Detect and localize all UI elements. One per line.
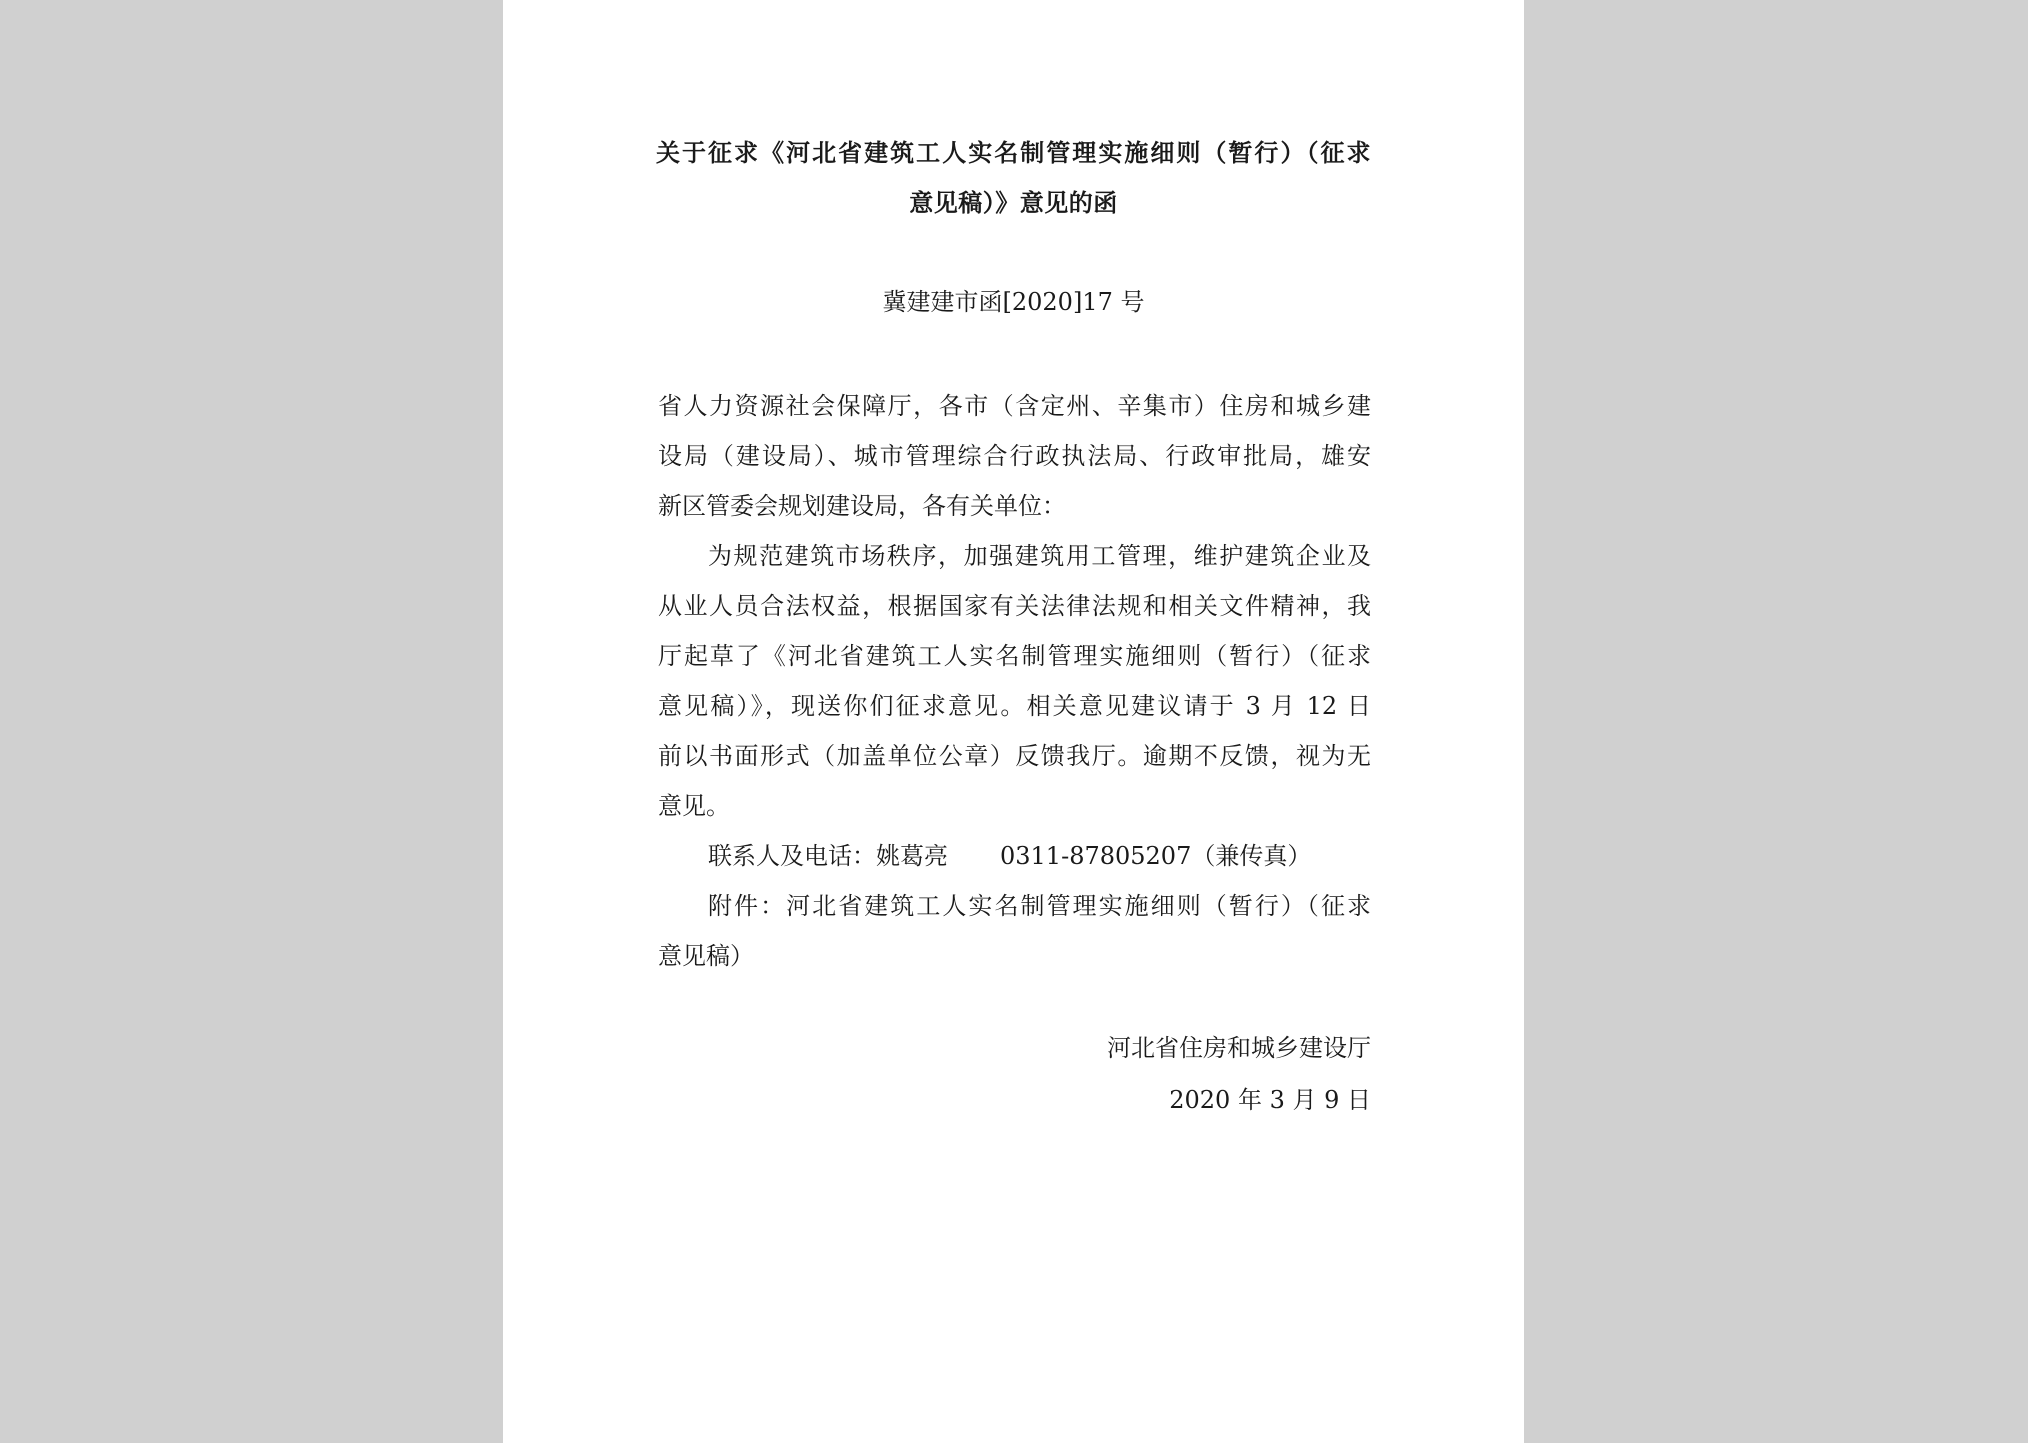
document-body <box>658 381 1371 981</box>
contact-label: 联系人及电话：姚葛亮 <box>708 842 948 870</box>
issue-date: 2020 年 3 月 9 日 <box>1169 1086 1371 1114</box>
paragraph-line-5: 前以书面形式（加盖单位公章）反馈我厅。逾期不反馈，视为无 <box>658 742 1371 770</box>
paragraph-line-2: 从业人员合法权益，根据国家有关法律法规和相关文件精神，我 <box>658 592 1371 620</box>
document-number: 冀建建市函[2020]17 号 <box>882 288 1145 316</box>
paragraph-line-4: 意见稿）》，现送你们征求意见。相关意见建议请于 3 月 12 日 <box>658 692 1371 720</box>
paragraph-line-1: 为规范建筑市场秩序，加强建筑用工管理，维护建筑企业及 <box>708 542 1371 570</box>
contact-line <box>658 831 1371 881</box>
issuer: 河北省住房和城乡建设厅 <box>1107 1034 1371 1062</box>
contact-phone: 0311-87805207（兼传真） <box>1000 842 1312 870</box>
paragraph-line-3: 厅起草了《河北省建筑工人实名制管理实施细则（暂行）（征求 <box>658 642 1371 670</box>
paragraph-line-6: 意见。 <box>658 792 730 820</box>
title-line-2: 意见稿）》意见的函 <box>909 189 1118 217</box>
recipients-line-1: 省人力资源社会保障厅，各市（含定州、辛集市）住房和城乡建 <box>658 392 1371 420</box>
signature-block <box>1107 1022 1371 1126</box>
document-page <box>503 0 1524 1443</box>
recipients-line-2: 设局（建设局）、城市管理综合行政执法局、行政审批局，雄安 <box>658 442 1371 470</box>
attachment-line-1: 附件：河北省建筑工人实名制管理实施细则（暂行）（征求 <box>708 892 1371 920</box>
recipients-line-3: 新区管委会规划建设局，各有关单位： <box>658 492 1066 520</box>
attachment-line-2: 意见稿） <box>658 942 754 970</box>
document-title <box>656 128 1371 228</box>
title-line-1: 关于征求《河北省建筑工人实名制管理实施细则（暂行）（征求 <box>656 139 1371 167</box>
